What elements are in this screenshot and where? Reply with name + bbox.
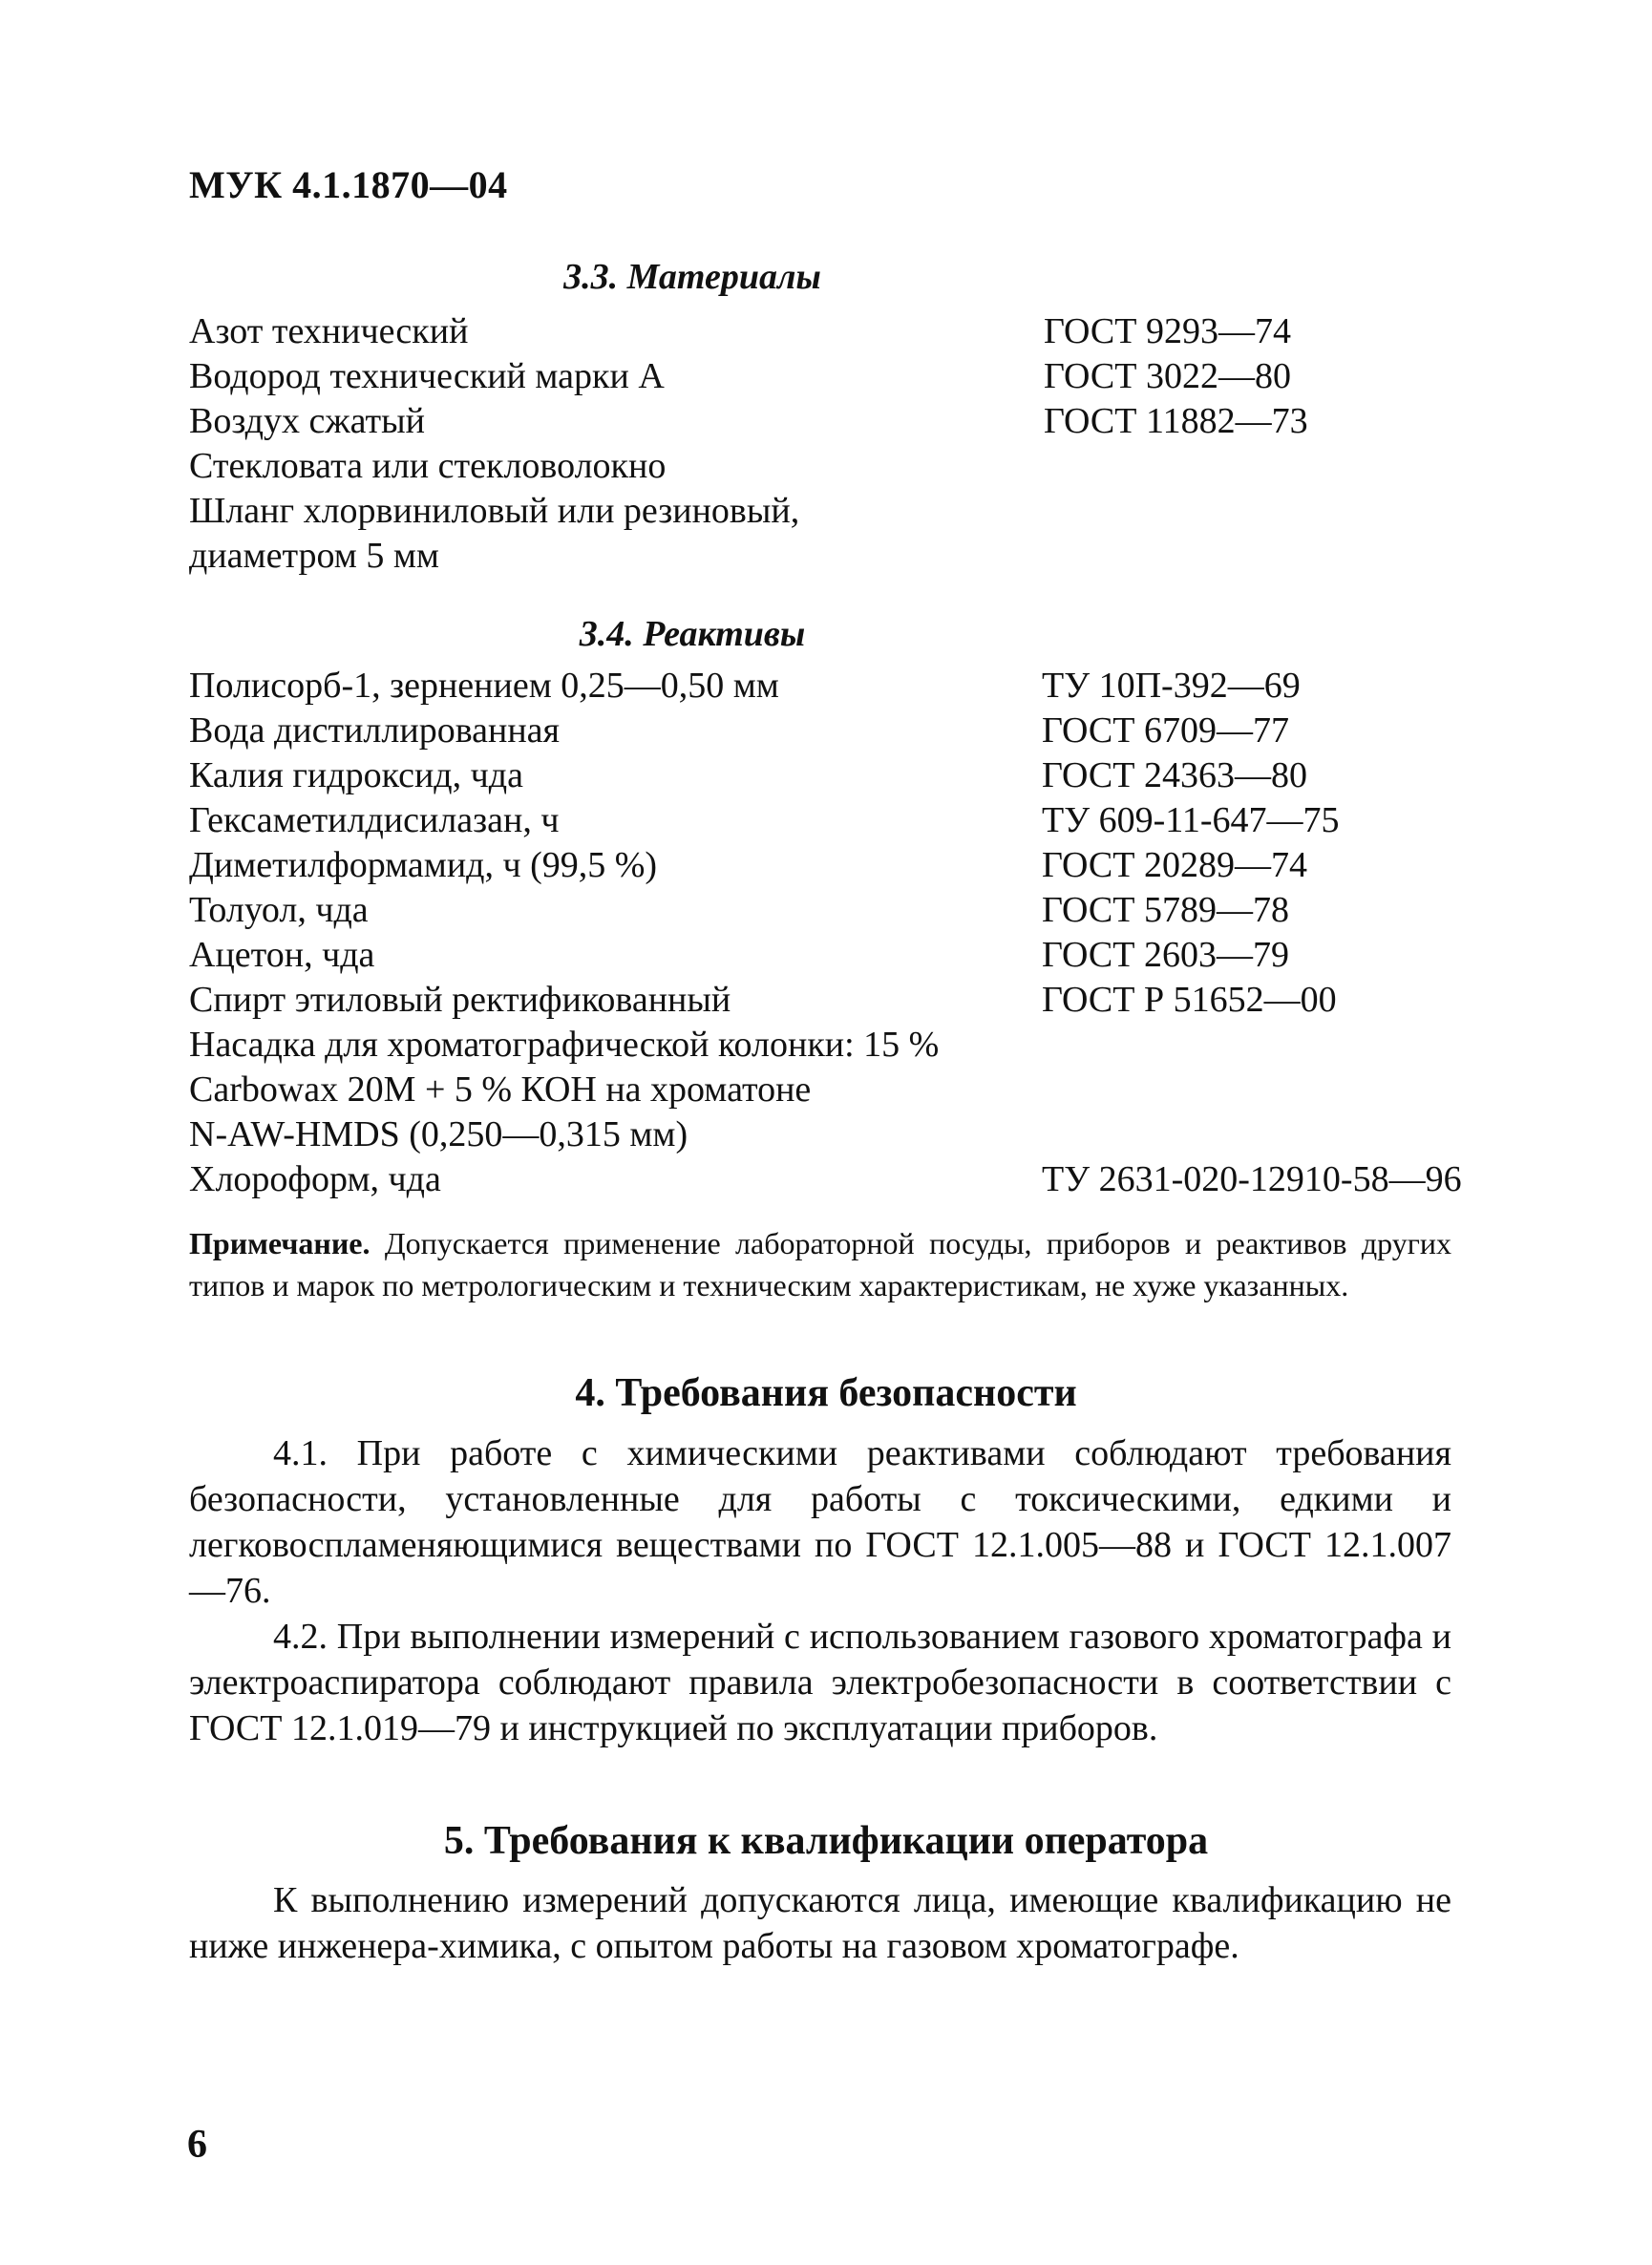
list-item [189,1157,1526,1202]
reagent-standard: ГОСТ 24363—80 [1042,755,1307,795]
reagent-standard: ТУ 10П-392—69 [1042,666,1301,706]
list-item [189,1023,1526,1068]
list-item [189,399,1526,444]
list-item [189,444,1526,489]
note-paragraph [189,1222,1451,1306]
reagent-name: Вода дистиллированная [189,710,561,751]
section-5-heading: 5. Требования к квалификации оператора [443,1819,1209,1863]
reagent-name: Толуол, чда [189,890,369,930]
paragraph-5: К выполнению измерений допускаются лица, имеющие квалификацию не ниже инженера-химика, с опытом работы на газовом хроматографе. [189,1880,1451,1966]
list-item [189,978,1526,1023]
reagent-standard: ГОСТ 6709—77 [1042,710,1289,751]
reagent-name: Хлороформ, чда [189,1159,441,1199]
reagent-standard: ТУ 609-11-647—75 [1042,800,1340,840]
reagent-name: Полисорб-1, зернением 0,25—0,50 мм [189,666,779,706]
section-5-body [189,1877,1451,1969]
list-item [189,534,1526,579]
reagent-standard: ТУ 2631-020-12910-58—96 [1042,1159,1462,1199]
section-4-heading: 4. Требования безопасности [575,1371,1077,1415]
list-item [189,354,1526,399]
list-item [189,664,1526,709]
list-item [189,888,1526,933]
list-item [189,1068,1526,1112]
list-item [189,309,1526,354]
section-4-body [189,1430,1451,1751]
list-item [189,709,1526,753]
material-standard: ГОСТ 3022—80 [1044,356,1291,396]
materials-heading: 3.3. Материалы [563,257,821,297]
reagent-standard: ГОСТ 2603—79 [1042,935,1289,975]
reagent-name: Спирт этиловый ректификованный [189,980,731,1020]
materials-list [189,309,1526,579]
material-name: Шланг хлорвиниловый или резиновый, [189,491,800,531]
material-name: Стекловата или стекловолокно [189,446,667,486]
note-label: Примечание. [189,1226,371,1260]
reagent-standard: ГОСТ 5789—78 [1042,890,1289,930]
material-standard: ГОСТ 9293—74 [1044,311,1291,351]
material-name: Водород технический марки А [189,356,665,396]
reagent-name: Калия гидроксид, чда [189,755,523,795]
note-text: Допускается применение лабораторной посуды, приборов и реактивов других типов и марок по метрологическим и техническим характеристикам, не хуже указанных. [189,1226,1451,1302]
list-item [189,753,1526,798]
material-name: диаметром 5 мм [189,536,439,576]
reagent-name: Насадка для хроматографической колонки: 15 % [189,1025,940,1065]
list-item [189,798,1526,843]
paragraph-4-1: 4.1. При работе с химическими реактивами соблюдают требования безопасности, установленные для работы с токсическими, едкими и легковоспламеняющимися веществами по ГОСТ 12.1.005—88 и ГОСТ 12.1.007—76. [189,1433,1451,1611]
reagent-name: Гексаметилдисилазан, ч [189,800,560,840]
material-standard: ГОСТ 11882—73 [1044,401,1308,441]
reagent-name: Ацетон, чда [189,935,375,975]
list-item [189,843,1526,888]
reagent-name: Диметилформамид, ч (99,5 %) [189,845,658,885]
list-item [189,489,1526,534]
reagent-standard: ГОСТ 20289—74 [1042,845,1307,885]
reagents-heading: 3.4. Реактивы [579,614,806,654]
paragraph-4-2: 4.2. При выполнении измерений с использованием газового хроматографа и электроаспиратора соблюдают правила электробезопасности в соответствии с ГОСТ 12.1.019—79 и инструкцией по эксплуатации приборов. [189,1617,1451,1748]
list-item [189,933,1526,978]
list-item [189,1112,1526,1157]
reagent-name: N-AW-HMDS (0,250—0,315 мм) [189,1114,688,1154]
reagent-name: Carbowax 20M + 5 % КОН на хроматоне [189,1069,812,1110]
reagents-list [189,664,1526,1202]
reagent-standard: ГОСТ Р 51652—00 [1042,980,1337,1020]
page-number: 6 [187,2123,207,2167]
document-code: МУК 4.1.1870—04 [189,163,508,206]
material-name: Воздух сжатый [189,401,425,441]
material-name: Азот технический [189,311,469,351]
